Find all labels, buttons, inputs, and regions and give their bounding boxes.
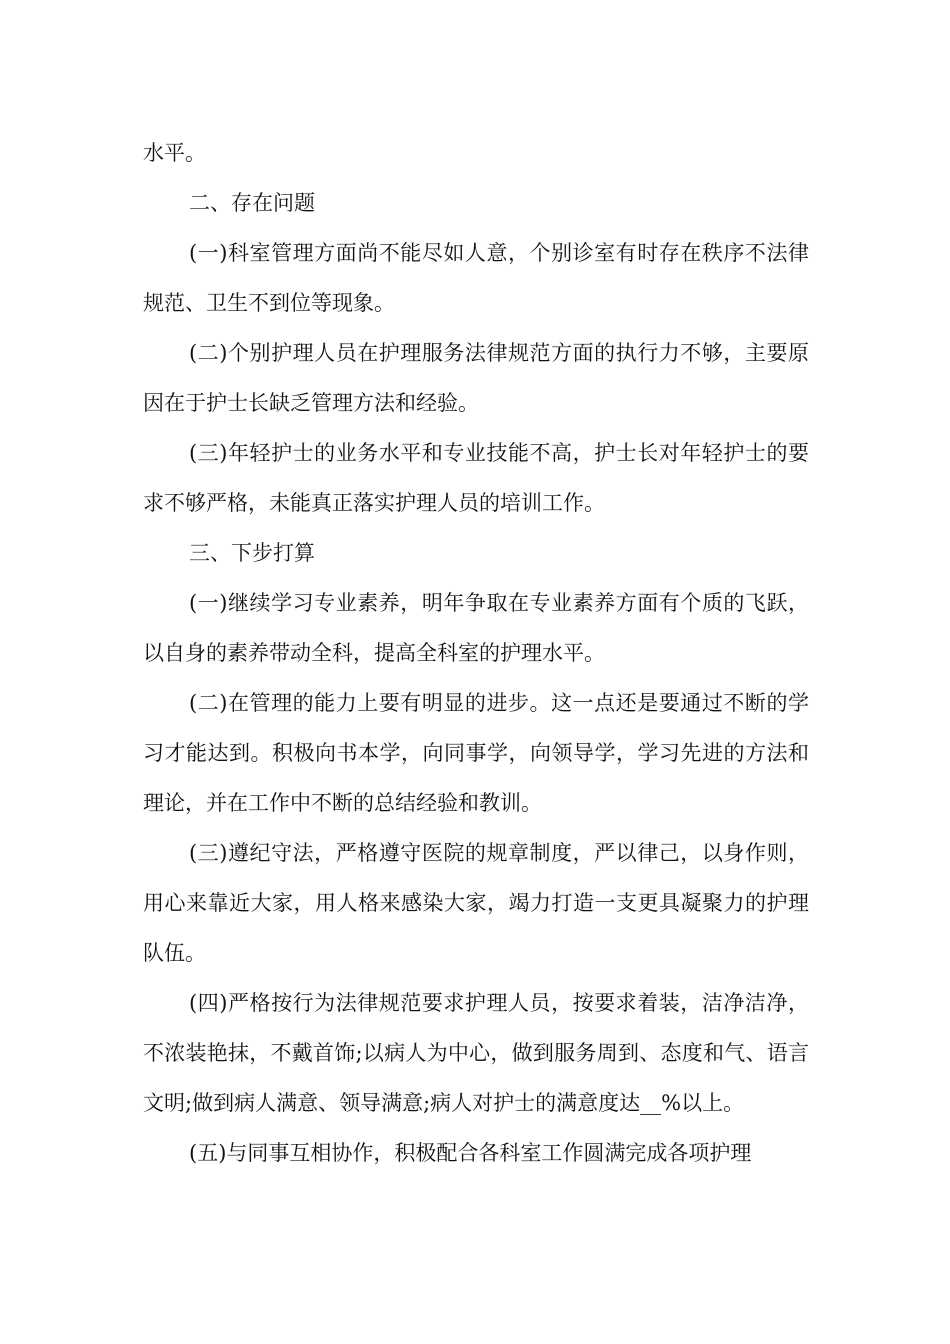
document-body	[143, 128, 809, 1178]
paragraph-plan-5: (五)与同事互相协作，积极配合各科室工作圆满完成各项护理	[189, 1141, 752, 1165]
paragraph-plan-4: (四)严格按行为法律规范要求护理人员，按要求着装，洁净洁净，不浓装艳抹，不戴首饰;以病人为中心，做到服务周到、态度和气、语言文明;做到病人满意、领导满意;病人对护士的满意度达__%以上。	[143, 991, 809, 1115]
paragraph-plan-1: (一)继续学习专业素养，明年争取在专业素养方面有个质的飞跃，以自身的素养带动全科，提高全科室的护理水平。	[143, 591, 809, 665]
section-heading-next-steps: 三、下步打算	[189, 541, 315, 565]
paragraph-problem-1: (一)科室管理方面尚不能尽如人意，个别诊室有时存在秩序不法律规范、卫生不到位等现象。	[143, 241, 809, 315]
paragraph-problem-2: (二)个别护理人员在护理服务法律规范方面的执行力不够，主要原因在于护士长缺乏管理方法和经验。	[143, 341, 809, 415]
section-heading-problems: 二、存在问题	[189, 191, 315, 215]
paragraph-plan-3: (三)遵纪守法，严格遵守医院的规章制度，严以律己，以身作则，用心来靠近大家，用人格来感染大家，竭力打造一支更具凝聚力的护理队伍。	[143, 841, 809, 965]
paragraph-1: 水平。	[143, 141, 206, 165]
paragraph-plan-2: (二)在管理的能力上要有明显的进步。这一点还是要通过不断的学习才能达到。积极向书本学，向同事学，向领导学，学习先进的方法和理论，并在工作中不断的总结经验和教训。	[143, 691, 809, 815]
paragraph-problem-3: (三)年轻护士的业务水平和专业技能不高，护士长对年轻护士的要求不够严格，未能真正落实护理人员的培训工作。	[143, 441, 809, 515]
